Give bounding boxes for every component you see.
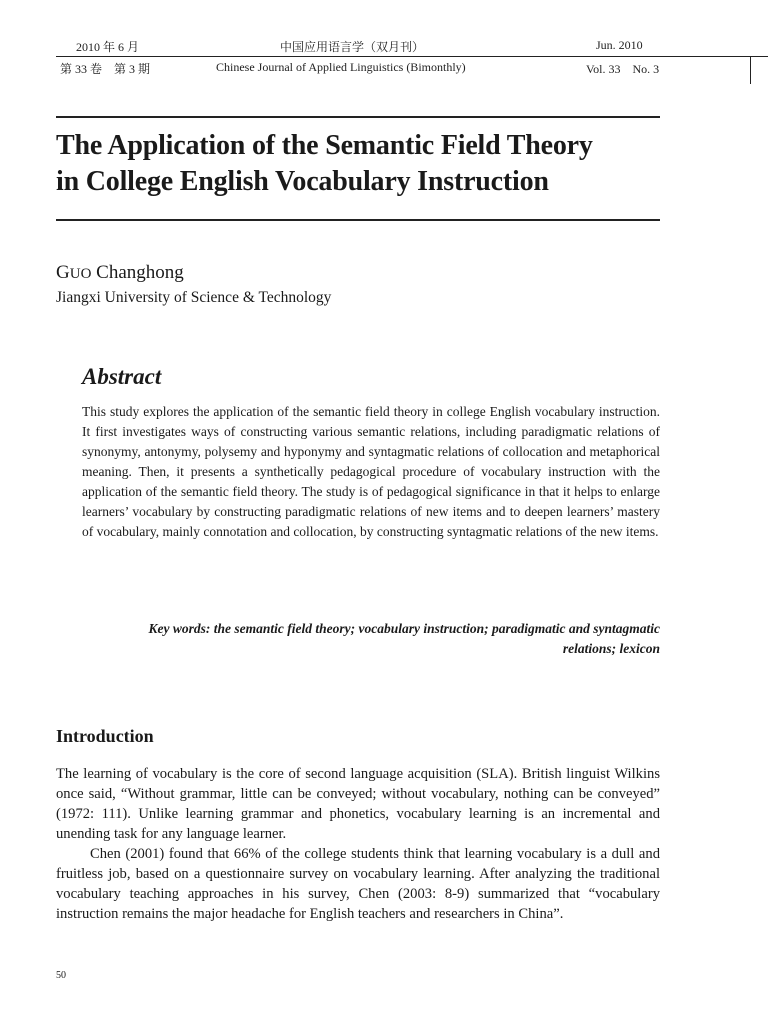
header-journal-cn: 中国应用语言学（双月刊） bbox=[280, 40, 425, 54]
header-date-en: Jun. 2010 bbox=[596, 38, 643, 52]
abstract-text: This study explores the application of the semantic field theory in college English vocabulary instruction. It first investigates ways of constructing various semantic relations, including paradigmatic relations of synonymy, antonymy, polysemy and hyponymy and syntagmatic relations of collocation and metaphorical meaning. Then, it presents a synthetically pedagogical procedure of vocabulary instruction with the application of the semantic field theory. The study is of pedagogical significance in that it helps to enlarge learners’ vocabulary by constructing paradigmatic relations of new items and to deepen learners’ mastery of vocabulary, mainly connotation and collocation, by constructing syntagmatic relations of the new items. bbox=[82, 404, 660, 539]
author-name bbox=[56, 262, 184, 284]
author-given-name: Changhong bbox=[96, 262, 184, 283]
author-affiliation: Jiangxi University of Science & Technology bbox=[56, 289, 332, 306]
intro-paragraph-1: The learning of vocabulary is the core of second language acquisition (SLA). British linguist Wilkins once said, “Without grammar, little can be conveyed; without vocabulary, nothing can be conveyed” (1972: 111). Unlike learning grammar and phonetics, vocabulary learning is an incremental and unending task for any language learner. bbox=[56, 766, 660, 842]
header-journal-en: Chinese Journal of Applied Linguistics (Bimonthly) bbox=[216, 60, 466, 74]
title-rule-top bbox=[56, 116, 660, 118]
paper-title bbox=[56, 128, 676, 200]
author-surname-initial: G bbox=[56, 262, 70, 283]
title-line-1: The Application of the Semantic Field Theory bbox=[56, 130, 593, 161]
page-number: 50 bbox=[56, 970, 66, 981]
abstract-heading: Abstract bbox=[82, 364, 162, 389]
keywords: Key words: the semantic field theory; vocabulary instruction; paradigmatic and syntagmatic relations; lexicon bbox=[148, 621, 660, 656]
introduction-heading: Introduction bbox=[56, 726, 154, 746]
header-rule-tick bbox=[750, 56, 751, 84]
title-rule-bottom bbox=[56, 219, 660, 221]
header-rule bbox=[56, 56, 768, 57]
header-date-cn: 2010 年 6 月 bbox=[76, 40, 140, 54]
introduction-body bbox=[56, 764, 660, 924]
author-surname-rest: UO bbox=[69, 266, 92, 282]
intro-paragraph-2: Chen (2001) found that 66% of the college students think that learning vocabulary is a dull and fruitless job, based on a questionnaire survey on vocabulary learning. After analyzing the traditional vocabulary teaching approaches in his survey, Chen (2003: 8-9) summarized that “vocabulary instruction remains the major headache for English teachers and researchers in China”. bbox=[56, 846, 660, 922]
header-volume-en: Vol. 33 No. 3 bbox=[586, 62, 660, 76]
header-volume-cn: 第 33 卷 第 3 期 bbox=[60, 62, 151, 76]
title-line-2: in College English Vocabulary Instruction bbox=[56, 166, 549, 197]
